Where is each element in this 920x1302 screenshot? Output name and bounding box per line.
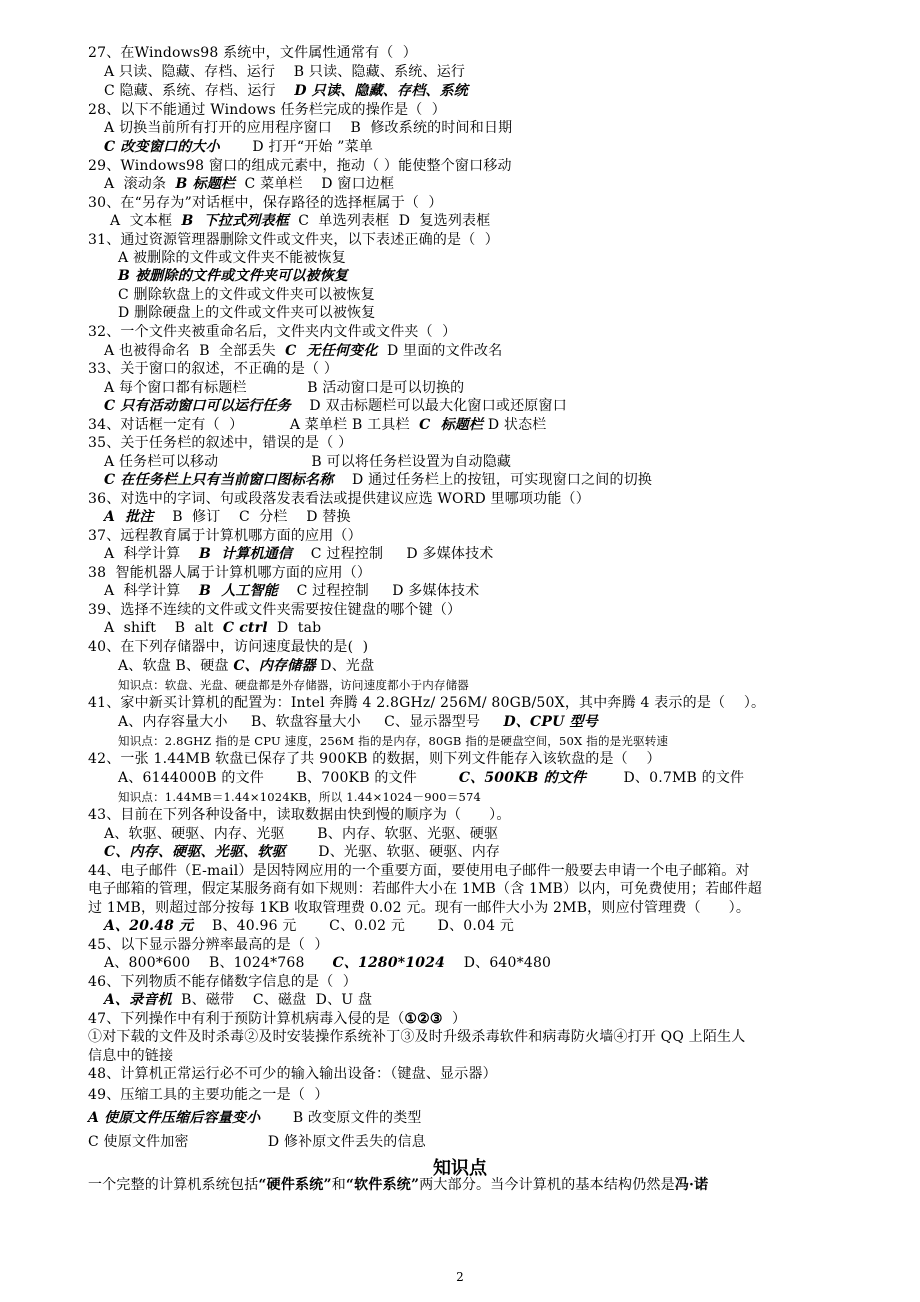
- text-segment: A、内存容量大小 B、软盘容量大小 C、显示器型号: [118, 714, 504, 730]
- text-segment: C 删除软盘上的文件或文件夹可以被恢复: [118, 287, 375, 303]
- text-line: [88, 231, 499, 250]
- text-line: [88, 750, 661, 769]
- answer-text: B 标题栏: [175, 176, 236, 192]
- text-line: [104, 471, 652, 490]
- text-line: [104, 508, 351, 527]
- text-segment: D 双击标题栏可以最大化窗口或还原窗口: [290, 398, 567, 414]
- answer-text: C 改变窗口的大小: [104, 139, 220, 155]
- text-segment: 40、在下列存储器中，访问速度最快的是( ): [88, 639, 369, 655]
- text-segment: C 菜单栏 D 窗口边框: [235, 176, 395, 192]
- text-segment: C 使原文件加密 D 修补原文件丢失的信息: [88, 1134, 426, 1150]
- text-segment: 和: [331, 1177, 346, 1193]
- text-line: [104, 119, 512, 138]
- text-line: [104, 619, 321, 638]
- answer-text: D 只读、隐藏、存档、系统: [294, 83, 468, 99]
- answer-text: C、500KB 的文件: [458, 770, 587, 786]
- text-line: [118, 788, 481, 807]
- text-segment: A 被删除的文件或文件夹不能被恢复: [118, 250, 346, 266]
- answer-text: B 下拉式列表框: [181, 213, 289, 229]
- text-segment: A、6144000B 的文件 B、700KB 的文件: [118, 770, 459, 786]
- text-segment: 31、通过资源管理器删除文件或文件夹，以下表述正确的是（ ）: [88, 232, 499, 248]
- text-line: [88, 973, 357, 992]
- answer-text: C 在任务栏上只有当前窗口图标名称: [104, 472, 334, 488]
- text-line: [104, 825, 498, 844]
- text-segment: “软件系统”: [345, 1177, 420, 1193]
- text-line: [88, 323, 456, 342]
- text-line: [88, 1028, 745, 1047]
- text-line: [118, 713, 598, 732]
- text-segment: 30、在“另存为”对话框中，保存路径的选择框属于（ ）: [88, 195, 443, 211]
- text-segment: 38 智能机器人属于计算机哪方面的应用（）: [88, 565, 372, 581]
- text-line: [104, 63, 465, 82]
- text-line: [88, 194, 443, 213]
- answer-text: B 被删除的文件或文件夹可以被恢复: [118, 268, 349, 284]
- page-number: 2: [456, 1270, 464, 1284]
- text-line: [88, 638, 368, 657]
- text-segment: 46、下列物质不能存储数字信息的是（ ）: [88, 974, 357, 990]
- text-line: [88, 1133, 426, 1152]
- text-segment: 48、计算机正常运行必不可少的输入输出设备：（键盘、显示器）: [88, 1066, 497, 1082]
- text-segment: ①对下载的文件及时杀毒②及时安装操作系统补丁③及时升级杀毒软件和病毒防火墙④打开 QQ 上陌生人: [88, 1029, 746, 1045]
- answer-text: C 只有活动窗口可以运行任务: [104, 398, 291, 414]
- text-line: [88, 1176, 708, 1195]
- text-segment: 34、对话框一定有（ ） A 菜单栏 B 工具栏: [88, 417, 420, 433]
- text-line: [104, 342, 502, 361]
- text-line: [88, 434, 352, 453]
- text-line: [88, 1086, 329, 1105]
- text-segment: A、软驱、硬驱、内存、光驱 B、内存、软驱、光驱、硬驱: [104, 826, 499, 842]
- answer-text: C ctrl: [222, 620, 268, 636]
- text-line: [104, 138, 373, 157]
- text-segment: 过 1MB，则超过部分按每 1KB 收取管理费 0.02 元。现有一邮件大小为 2MB，则应付管理费（ ）。: [88, 900, 751, 916]
- text-segment: A 科学计算: [104, 546, 200, 562]
- text-segment: A 科学计算: [104, 583, 200, 599]
- text-segment: B、40.96 元 C、0.02 元 D、0.04 元: [193, 918, 515, 934]
- text-line: [88, 862, 750, 881]
- text-segment: “硬件系统”: [258, 1177, 332, 1193]
- text-segment: B、磁带 C、磁盘 D、U 盘: [171, 992, 373, 1008]
- text-segment: A shift B alt: [104, 620, 223, 636]
- text-segment: 45、以下显示器分辨率最高的是（ ）: [88, 937, 329, 953]
- text-segment: D tab: [267, 620, 322, 636]
- text-segment: 冯·诺: [674, 1177, 709, 1193]
- text-line: [118, 657, 374, 676]
- text-line: [88, 360, 338, 379]
- text-line: [118, 267, 348, 286]
- text-line: [88, 1047, 173, 1066]
- text-segment: 35、关于任务栏的叙述中，错误的是（ ）: [88, 435, 353, 451]
- text-segment: D 状态栏: [483, 417, 547, 433]
- text-segment: 33、关于窗口的叙述，不正确的是（ ）: [88, 361, 339, 377]
- answer-text: D、CPU 型号: [503, 714, 598, 730]
- text-line: [88, 1065, 497, 1084]
- text-line: [88, 101, 446, 120]
- text-segment: 37、远程教育属于计算机哪方面的应用（）: [88, 528, 362, 544]
- text-segment: 知识点：软盘、光盘、硬盘都是外存储器，访问速度都小于内存储器: [118, 678, 469, 692]
- text-segment: 44、电子邮件（E-mail）是因特网应用的一个重要方面，要使用电子邮件一般要去申请一个电子邮箱。对: [88, 863, 750, 879]
- text-segment: A 切换当前所有打开的应用程序窗口 B 修改系统的时间和日期: [104, 120, 513, 136]
- text-segment: B 修订 C 分栏 D 替换: [153, 509, 351, 525]
- text-segment: 29、Windows98 窗口的组成元素中，拖动（ ）能使整个窗口移动: [88, 158, 512, 174]
- text-line: [104, 545, 494, 564]
- text-line: [88, 601, 461, 620]
- text-line: [88, 806, 511, 825]
- text-line: [88, 490, 590, 509]
- text-line: [88, 880, 762, 899]
- answer-text: C、内存储器: [233, 658, 316, 674]
- text-segment: 41、家中新买计算机的配置为：Intel 奔腾 4 2.8GHz/ 256M/ 80GB/50X，其中奔腾 4 表示的是（ ）。: [88, 695, 766, 711]
- text-line: [104, 954, 551, 973]
- text-line: [118, 769, 744, 788]
- text-segment: 32、一个文件夹被重命名后，文件夹内文件或文件夹（ ）: [88, 324, 457, 340]
- text-segment: A 只读、隐藏、存档、运行 B 只读、隐藏、系统、运行: [104, 64, 466, 80]
- text-line: [104, 843, 500, 862]
- text-line: [104, 582, 479, 601]
- text-segment: D 打开“开始 ”菜单: [219, 139, 374, 155]
- text-segment: A 滚动条: [104, 176, 176, 192]
- text-segment: D 通过任务栏上的按钮，可实现窗口之间的切换: [333, 472, 653, 488]
- text-line: [104, 82, 468, 101]
- text-line: [88, 527, 362, 546]
- text-line: [104, 453, 511, 472]
- text-line: [88, 694, 765, 713]
- text-segment: D 删除硬盘上的文件或文件夹可以被恢复: [118, 305, 376, 321]
- answer-text: C、内存、硬驱、光驱、软驱: [104, 844, 286, 860]
- text-segment: A 也被得命名 B 全部丢失: [104, 343, 286, 359]
- answer-text: B 计算机通信: [199, 546, 293, 562]
- text-line: [118, 676, 469, 695]
- text-segment: 36、对选中的字词、句或段落发表看法或提供建议应选 WORD 里哪项功能（）: [88, 491, 590, 507]
- text-segment: 47、下列操作中有利于预防计算机病毒入侵的是（: [88, 1011, 405, 1027]
- text-segment: B 改变原文件的类型: [260, 1110, 422, 1126]
- text-segment: D、640*480: [445, 955, 552, 971]
- text-line: [104, 175, 394, 194]
- text-segment: C 过程控制 D 多媒体技术: [278, 583, 480, 599]
- answer-text: A、录音机: [104, 992, 172, 1008]
- text-segment: D 里面的文件改名: [377, 343, 503, 359]
- text-segment: 49、压缩工具的主要功能之一是（ ）: [88, 1087, 329, 1103]
- text-segment: A 文本框: [110, 213, 182, 229]
- text-segment: A、800*600 B、1024*768: [104, 955, 333, 971]
- text-line: [88, 564, 371, 583]
- text-segment: D、0.7MB 的文件: [586, 770, 745, 786]
- text-line: [104, 917, 514, 936]
- text-segment: 知识点：1.44MB＝1.44×1024KB，所以 1.44×1024－900＝574: [118, 790, 482, 804]
- text-segment: 27、在Windows98 系统中，文件属性通常有（ ）: [88, 45, 417, 61]
- text-segment: C 过程控制 D 多媒体技术: [292, 546, 494, 562]
- text-segment: A 每个窗口都有标题栏 B 活动窗口是可以切换的: [104, 380, 465, 396]
- text-line: [104, 379, 464, 398]
- text-line: [88, 44, 417, 63]
- text-line: [104, 397, 567, 416]
- text-segment: 知识点：2.8GHZ 指的是 CPU 速度，256M 指的是内存，80GB 指的是硬盘空间，50X 指的是光驱转速: [118, 734, 669, 748]
- text-line: [88, 157, 512, 176]
- text-line: [88, 416, 547, 435]
- text-segment: 两大部分。当今计算机的基本结构仍然是: [419, 1177, 675, 1193]
- text-line: [118, 732, 668, 751]
- text-line: [88, 936, 329, 955]
- answer-text: A、20.48 元: [104, 918, 194, 934]
- answer-text: A 使原文件压缩后容量变小: [88, 1110, 261, 1126]
- text-segment: D、光盘: [315, 658, 375, 674]
- text-segment: ①②③: [404, 1011, 443, 1027]
- text-line: [118, 286, 375, 305]
- text-segment: 电子邮箱的管理，假定某服务商有如下规则：若邮件大小在 1MB（含 1MB）以内，可免费使用；若邮件超: [88, 881, 762, 897]
- answer-text: C、1280*1024: [332, 955, 446, 971]
- text-segment: 28、以下不能通过 Windows 任务栏完成的操作是（ ）: [88, 102, 447, 118]
- text-segment: C 单选列表框 D 复选列表框: [288, 213, 491, 229]
- text-segment: D、光驱、软驱、硬驱、内存: [285, 844, 501, 860]
- text-segment: 42、一张 1.44MB 软盘已保存了共 900KB 的数据，则下列文件能存入该软盘的是（ ）: [88, 751, 661, 767]
- text-segment: 43、目前在下列各种设备中，读取数据由快到慢的顺序为（ ）。: [88, 807, 511, 823]
- answer-text: C 标题栏: [419, 417, 484, 433]
- text-line: [88, 1109, 422, 1128]
- text-line: [88, 1010, 466, 1029]
- text-segment: 39、选择不连续的文件或文件夹需要按住键盘的哪个键（）: [88, 602, 462, 618]
- answer-text: B 人工智能: [199, 583, 278, 599]
- section-title: 知识点: [433, 1158, 487, 1179]
- text-line: [110, 212, 490, 231]
- text-segment: 一个完整的计算机系统包括: [88, 1177, 259, 1193]
- text-segment: C 隐藏、系统、存档、运行: [104, 83, 295, 99]
- text-line: [88, 899, 750, 918]
- text-segment: A 任务栏可以移动 B 可以将任务栏设置为自动隐藏: [104, 454, 512, 470]
- text-line: [118, 249, 346, 268]
- answer-text: A 批注: [104, 509, 154, 525]
- text-segment: A、软盘 B、硬盘: [118, 658, 234, 674]
- text-segment: ）: [442, 1011, 467, 1027]
- text-segment: 信息中的链接: [88, 1048, 174, 1064]
- answer-text: C 无任何变化: [285, 343, 378, 359]
- text-line: [104, 991, 372, 1010]
- text-line: [118, 304, 375, 323]
